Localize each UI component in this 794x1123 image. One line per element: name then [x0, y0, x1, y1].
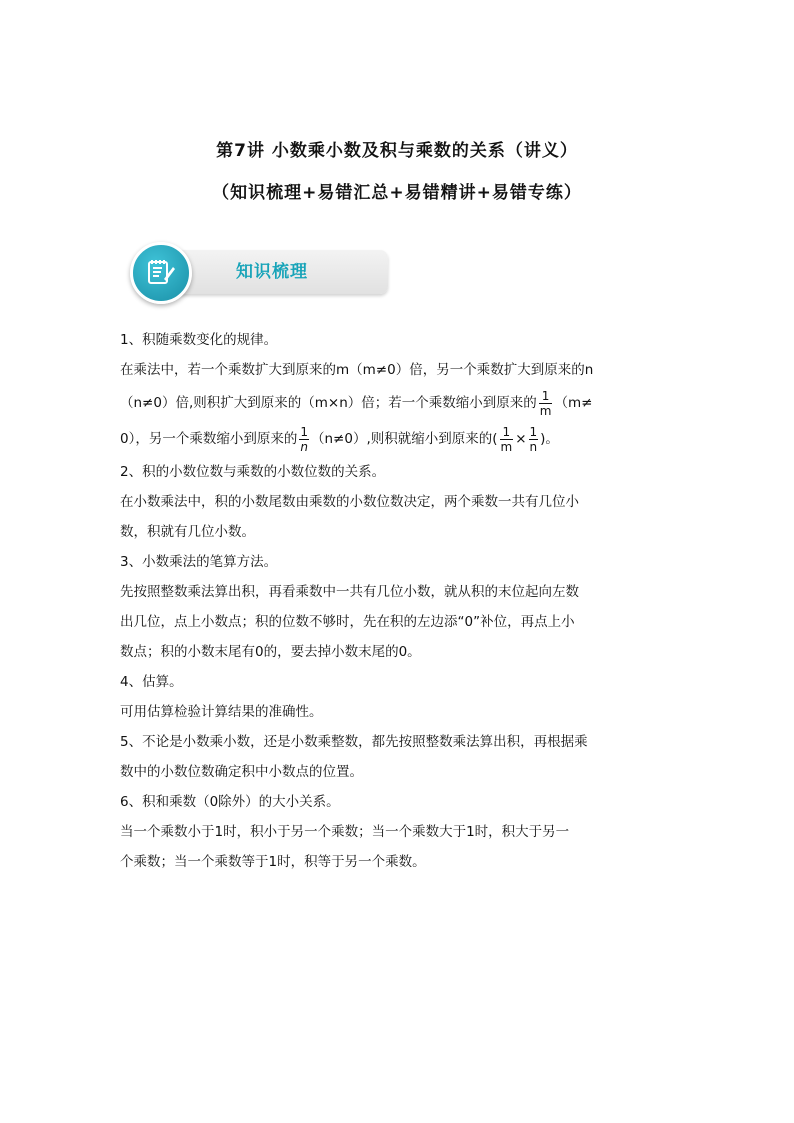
fraction-denominator: n [529, 439, 538, 454]
section-banner [120, 244, 390, 300]
section-1-line-2 [120, 385, 680, 421]
text-fragment: （n≠0）,则积就缩小到原来的( [310, 431, 498, 447]
banner-label: 知识梳理 [236, 262, 308, 282]
section-5-line-1: 5、不论是小数乘小数，还是小数乘整数，都先按照整数乘法算出积，再根据乘 [120, 734, 588, 750]
section-2-line-1: 在小数乘法中，积的小数尾数由乘数的小数位数决定，两个乘数一共有几位小 [120, 494, 579, 510]
fraction-numerator: 1 [500, 425, 514, 440]
section-6-line-1: 当一个乘数小于1时，积小于另一个乘数；当一个乘数大于1时，积大于另一 [120, 824, 570, 840]
text-fragment: )。 [540, 431, 559, 447]
fraction-1-over-n [299, 425, 309, 454]
section-2-heading: 2、积的小数位数与乘数的小数位数的关系。 [120, 464, 386, 480]
fraction-1-over-n [529, 425, 539, 454]
text-fragment: （m≠ [554, 395, 593, 411]
times-sign: × [515, 431, 527, 447]
fraction-numerator: 1 [300, 424, 308, 439]
section-3-line-2: 出几位，点上小数点；积的位数不够时，先在积的左边添“0”补位，再点上小 [120, 614, 575, 630]
section-6-heading: 6、积和乘数（0除外）的大小关系。 [120, 794, 340, 810]
fraction-denominator: m [539, 403, 552, 418]
fraction-numerator: 1 [539, 389, 553, 404]
section-4-line-1: 可用估算检验计算结果的准确性。 [120, 704, 323, 720]
section-3-heading: 3、小数乘法的笔算方法。 [120, 554, 278, 570]
text-fragment: （n≠0）倍,则积扩大到原来的（m×n）倍；若一个乘数缩小到原来的 [120, 395, 537, 411]
section-1-heading: 1、积随乘数变化的规律。 [120, 332, 278, 348]
section-1-line-3 [120, 421, 680, 457]
section-2-line-2: 数，积就有几位小数。 [120, 524, 255, 540]
section-3-line-3: 数点；积的小数末尾有0的，要去掉小数末尾的0。 [120, 644, 421, 660]
section-6-line-2: 个乘数；当一个乘数等于1时，积等于另一个乘数。 [120, 854, 426, 870]
page-subtitle: （知识梳理+易错汇总+易错精讲+易错专练） [212, 183, 582, 203]
page-title: 第7讲 小数乘小数及积与乘数的关系（讲义） [216, 141, 578, 161]
fraction-denominator: m [500, 439, 513, 454]
fraction-denominator: n [300, 439, 308, 454]
fraction-numerator: 1 [529, 424, 538, 439]
section-1-line-1: 在乘法中，若一个乘数扩大到原来的m（m≠0）倍，另一个乘数扩大到原来的n [120, 362, 594, 378]
knowledge-content [120, 325, 680, 877]
fraction-1-over-m [500, 425, 514, 454]
notebook-pen-icon [130, 242, 192, 304]
fraction-1-over-m [539, 389, 553, 418]
text-fragment: 0），另一个乘数缩小到原来的 [120, 431, 298, 447]
section-3-line-1: 先按照整数乘法算出积，再看乘数中一共有几位小数，就从积的末位起向左数 [120, 584, 579, 600]
section-5-line-2: 数中的小数位数确定积中小数点的位置。 [120, 764, 363, 780]
section-4-heading: 4、估算。 [120, 674, 183, 690]
